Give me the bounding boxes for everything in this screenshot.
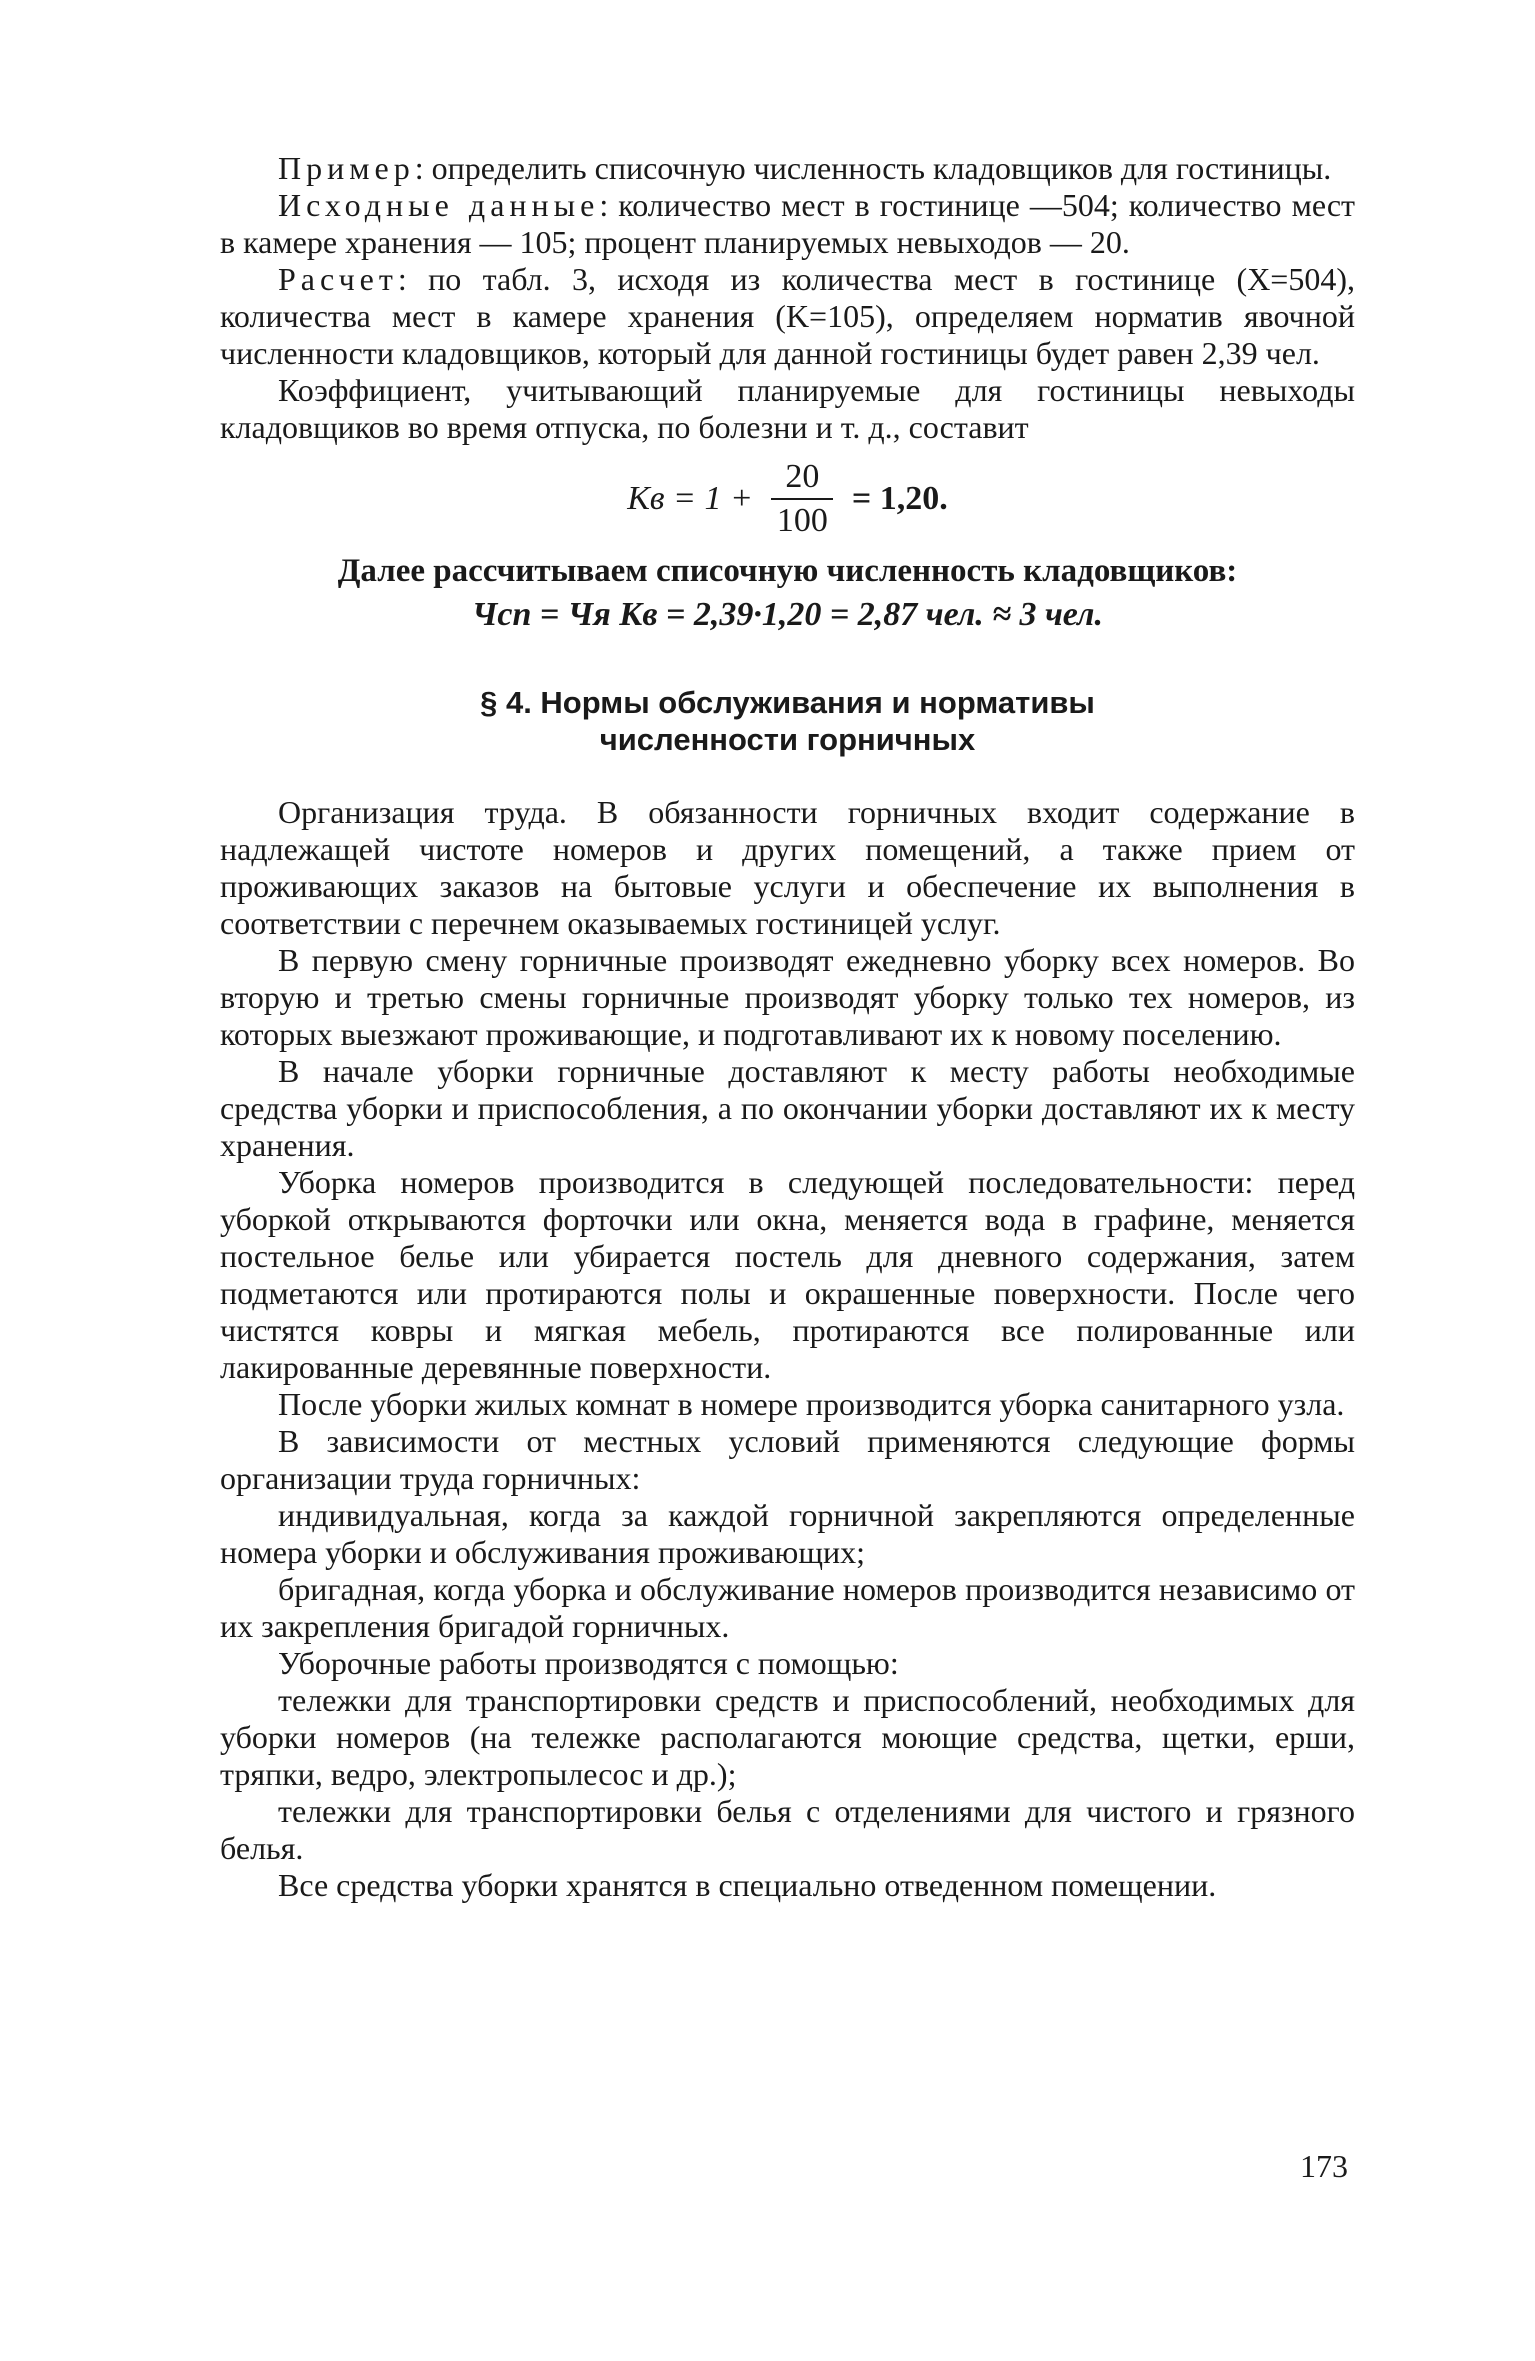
example-paragraph [220, 150, 1355, 187]
page-content [220, 150, 1355, 1904]
initial-data-label: Исходные данные [278, 187, 600, 223]
body-paragraph-10: тележки для транспортировки средств и приспособлений, необходимых для уборки номеров (на тележке располагаются моющие средства, щетки, ерши, тряпки, ведро, электропылесос и др.); [220, 1682, 1355, 1792]
formula1-left: Кв = 1 + [627, 480, 753, 517]
formula1-fraction [763, 458, 842, 540]
coefficient-formula [220, 458, 1355, 540]
coefficient-paragraph: Коэффициент, учитывающий планируемые для гостиницы невыходы кладовщиков во время отпуска, по болезни и т. д., составит [220, 372, 1355, 445]
section-heading-line1: § 4. Нормы обслуживания и нормативы [480, 685, 1095, 720]
body-paragraph-8: бригадная, когда уборка и обслуживание номеров производится независимо от их закрепления бригадой горничных. [220, 1571, 1355, 1644]
body-paragraph-7: индивидуальная, когда за каждой горничной закрепляются определенные номера уборки и обслуживания проживающих; [220, 1497, 1355, 1570]
body-paragraph-3: В начале уборки горничные доставляют к месту работы необходимые средства уборки и приспособления, а по окончании уборки доставляют их к месту хранения. [220, 1053, 1355, 1163]
section-heading [220, 684, 1355, 758]
page-number: 173 [1300, 2148, 1348, 2184]
formula1-numerator: 20 [771, 458, 833, 500]
calculation-label: Расчет [278, 261, 398, 297]
body-paragraph-12: Все средства уборки хранятся в специально отведенном помещении. [278, 1867, 1217, 1903]
calculation-text: : по табл. 3, исходя из количества мест в гостинице (X=504), количества мест в камере хранения (K=105), определяем норматив явочной численности кладовщиков, который для данной гостиницы будет равен 2,39 чел. [220, 261, 1355, 371]
body-paragraph-2: В первую смену горничные производят ежедневно уборку всех номеров. Во вторую и третью смены горничные производят уборку только тех номеров, из которых выезжают проживающие, и подготавливают их к новому поселению. [220, 942, 1355, 1052]
body-paragraph-11: тележки для транспортировки белья с отделениями для чистого и грязного белья. [220, 1793, 1355, 1866]
further-text: Далее рассчитываем списочную численность кладовщиков: [337, 553, 1238, 589]
staff-formula: Чсп = Чя Кв = 2,39·1,20 = 2,87 чел. ≈ 3 чел. [472, 596, 1103, 633]
initial-data-paragraph [220, 187, 1355, 261]
formula1-denominator: 100 [776, 502, 828, 539]
example-label: Пример [278, 150, 415, 186]
body-paragraph-6: В зависимости от местных условий применяются следующие формы организации труда горничных: [220, 1423, 1355, 1496]
body-paragraph-4: Уборка номеров производится в следующей последовательности: перед уборкой открываются форточки или окна, меняется вода в графине, меняется постельное белье или убирается постель для дневного содержания, затем подметаются или протираются полы и окрашенные поверхности. После чего чистятся ковры и мягкая мебель, протираются все полированные или лакированные деревянные поверхности. [220, 1164, 1355, 1385]
example-text: : определить списочную численность кладовщиков для гостиницы. [414, 150, 1332, 186]
body-paragraph-5: После уборки жилых комнат в номере производится уборка санитарного узла. [278, 1386, 1345, 1422]
formula1-right: = 1,20. [851, 480, 948, 517]
body-paragraph-9: Уборочные работы производятся с помощью: [278, 1645, 899, 1681]
initial-data-text: : количество мест в гостинице —504; количество мест в камере хранения — 105; процент планируемых невыходов — 20. [220, 187, 1356, 260]
body-paragraph-1: Организация труда. В обязанности горничных входит содержание в надлежащей чистоте номеров и других помещений, а также прием от проживающих заказов на бытовые услуги и обеспечение их выполнения в соответствии с перечнем оказываемых гостиницей услуг. [220, 794, 1355, 941]
calculation-paragraph [220, 261, 1355, 372]
section-heading-line2: численности горничных [599, 722, 976, 757]
